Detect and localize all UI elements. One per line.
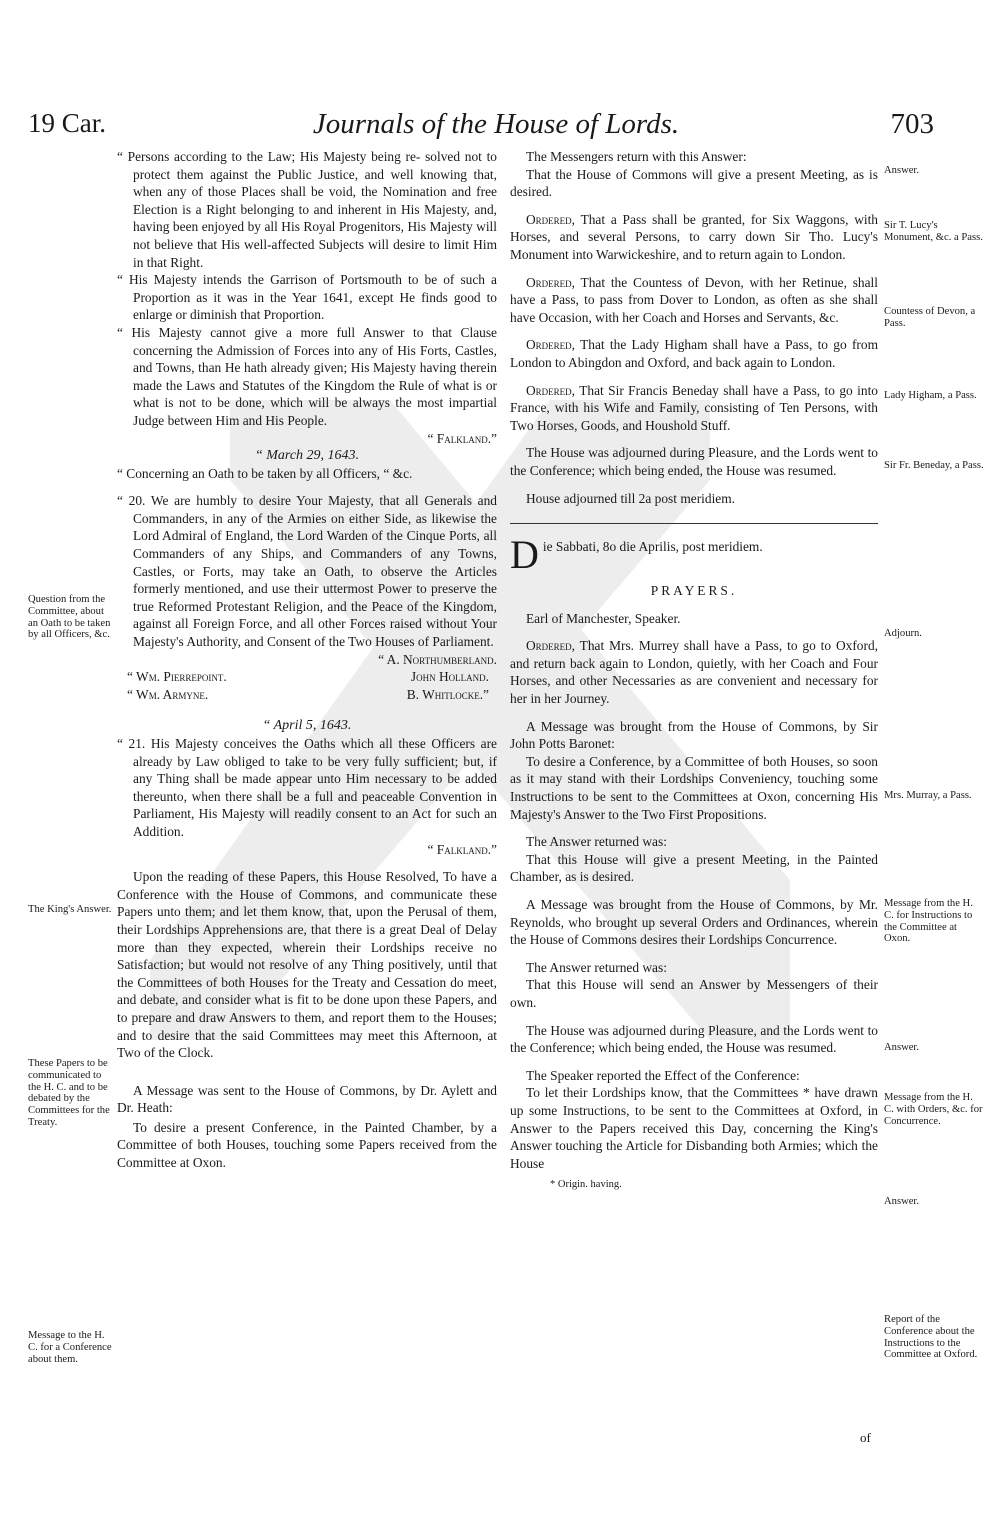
- paragraph: The Speaker reported the Effect of the Conference:: [526, 1067, 800, 1083]
- paragraph: To desire a present Conference, in the Painted Chamber, by a Committee of both Houses, touching some Papers received from the Committee at Oxon.: [117, 1119, 497, 1171]
- catchword: of: [860, 1430, 871, 1445]
- paragraph: “ Concerning an Oath to be taken by all Officers, “ &c.: [117, 465, 413, 481]
- section-divider: [510, 523, 878, 524]
- signature: “ Wm. Pierrepoint.: [127, 669, 227, 685]
- paragraph: That this House will send an Answer by Messengers of their own.: [510, 977, 878, 1010]
- drop-cap: D: [510, 532, 539, 578]
- paragraph: To let their Lordships know, that the Committees * have drawn up some Instructions, to be sent to the Committees at Oxford, in Answer to the Papers received this Day, concerning the King's Answer touching the Article for Disbanding both Armies; which the House: [510, 1085, 878, 1171]
- date-heading: “ March 29, 1643.: [254, 448, 360, 464]
- paragraph: “ His Majesty cannot give a more full Answer to that Clause concerning the Admission of Forces into any of His Forts, Castles, and Towns, than He hath already given; His Majesty having therein made the Laws and Statutes of the Kingdom the Rule of what is or what is not to be done, which will be always the most impartial Judge between Him and His People.: [117, 324, 497, 428]
- order-paragraph: [510, 336, 878, 371]
- paragraph: The House was adjourned during Pleasure, and the Lords went to the Conference; which being ended, the House was resumed.: [510, 1022, 878, 1056]
- paragraph: That the House of Commons will give a present Meeting, as is desired.: [510, 166, 878, 200]
- speaker-line: Earl of Manchester, Speaker.: [526, 610, 681, 626]
- margin-note: Message from the H. C. with Orders, &c. for Concurrence.: [884, 1092, 983, 1127]
- margin-note: Lady Higham, a Pass.: [884, 390, 977, 401]
- paragraph: “ 21. His Majesty conceives the Oaths which all these Officers are already by Law obliged to take to be very fully sufficient; but, if any Thing shall be made appear unto Him necessary to be added thereunto, when there shall be a full and peaceable Convention in Parliament, His Majesty will readily consent to an Act for such an Addition.: [117, 736, 497, 839]
- ordered-label: Ordered,: [526, 638, 576, 654]
- date-heading: “ April 5, 1643.: [262, 718, 352, 734]
- signature-row: [117, 668, 497, 686]
- margin-note: Message from the H. C. for Instructions to the Committee at Oxon.: [884, 898, 973, 945]
- order-paragraph: [510, 382, 878, 435]
- signature: John Holland.: [410, 669, 489, 685]
- paragraph: Upon the reading of these Papers, this House Resolved, To have a Conference with the House of Commons, and communicate these Papers unto them; and let them know, that, upon the Perusal of them, their Lordships Apprehensions are, that there is a great Deal of Delay more than they expected, wherein their Lordships receive no Satisfaction; but would not resolve of any Thing positively, until that the Committees of both Houses for the Treaty and Cessation do meet, and debate, and consider what is fit to be done upon these Papers, and to prepare and draw Answers to them, and report them to the Houses; and to desire that the said Committees may meet this Afternoon, at Two of the Clock.: [117, 869, 497, 1061]
- signature: B. Whitlocke.”: [406, 686, 489, 702]
- ordered-label: Ordered,: [526, 211, 576, 227]
- margin-note: Sir T. Lucy's Monument, &c. a Pass.: [884, 220, 983, 243]
- margin-note: Question from the Committee, about an Oath to be taken by all Officers, &c.: [28, 594, 111, 641]
- paragraph: A Message was brought from the House of Commons, by Sir John Potts Baronet:: [510, 718, 878, 752]
- margin-note: Sir Fr. Beneday, a Pass.: [884, 460, 984, 471]
- paragraph: A Message was brought from the House of Commons, by Mr. Reynolds, who brought up several Orders and Ordinances, wherein the House of Commons desires their Lordships Concurrence.: [510, 897, 878, 948]
- prayers-heading: PRAYERS.: [650, 583, 738, 599]
- margin-note: These Papers to be communicated to the H. C. and to be debated by the Committees for the Treaty.: [28, 1058, 110, 1128]
- paragraph: A Message was sent to the House of Commons, by Dr. Aylett and Dr. Heath:: [117, 1082, 497, 1116]
- signature: “ Falkland.”: [427, 841, 497, 857]
- order-text: That a Pass shall be granted, for Six Waggons, with Horses, and several Persons, to carry down Sir Tho. Lucy's Monument into Warwickeshire, and to return again to London.: [510, 211, 879, 262]
- margin-note: Answer.: [884, 1196, 920, 1207]
- margin-note: Answer.: [884, 165, 920, 176]
- order-paragraph: [510, 637, 878, 707]
- paragraph: To desire a Conference, by a Committee of both Houses, so soon as it may stand with their Lordships Conveniency, touching some Instructions to be sent to the Committees at Oxon, concerning His Majesty's Answer to the Two First Propositions.: [510, 753, 878, 822]
- order-text: That the Lady Higham shall have a Pass, to go from London to Abingdon and Oxford, and back again to London.: [510, 337, 878, 370]
- paragraph: The Messengers return with this Answer:: [526, 149, 747, 164]
- order-paragraph: [510, 274, 878, 327]
- page-title: Journals of the House of Lords.: [312, 108, 680, 140]
- paragraph: “ 20. We are humbly to desire Your Majesty, that all Generals and Commanders, in any of the Armies on either Side, as likewise the Lord Admiral of England, the Lord Warden of the Cinque Ports, all Commanders of any Ships, and Commanders of any Towns, Castles, or Forts, may take an Oath, to observe the Articles formerly mentioned, and use their uttermost Power to preserve the true Reformed Protestant Religion, and the Peace of the Kingdom, against all Foreign Force, and all other Forces raised without Your Majesty's Authority, and Consent of the Two Houses of Parliament.: [117, 493, 497, 650]
- margin-note: Mrs. Murray, a Pass.: [884, 790, 972, 801]
- order-paragraph: [510, 211, 878, 264]
- order-text: That Mrs. Murrey shall have a Pass, to go to Oxford, and return back again to London, quietly, with her Coach and Four Horses, and other Necessaries as are convenient and necessary for her in her Journey.: [510, 638, 878, 707]
- ordered-label: Ordered,: [526, 274, 576, 290]
- margin-note: The King's Answer.: [28, 904, 112, 915]
- paragraph: The Answer returned was:: [526, 834, 667, 850]
- order-text: That Sir Francis Beneday shall have a Pass, to go into France, with his Wife and Family, consisting of Ten Persons, with Two Horses, Goods, and Houshold Stuff.: [510, 382, 878, 433]
- margin-note: Answer.: [884, 1042, 920, 1053]
- paragraph: The Answer returned was:: [526, 959, 667, 975]
- signature: “ Wm. Armyne.: [127, 686, 209, 702]
- column-left: [117, 148, 497, 1182]
- paragraph: The House was adjourned during Pleasure, and the Lords went to the Conference; which being ended, the House was resumed.: [510, 445, 878, 478]
- signature: “ A. Northumberland.: [378, 651, 497, 667]
- day-heading-text: ie Sabbati, 8o die Aprilis, post meridiem.: [542, 539, 763, 555]
- signature-row: [117, 686, 497, 704]
- ordered-label: Ordered,: [526, 382, 576, 398]
- ordered-label: Ordered,: [526, 337, 576, 353]
- paragraph: “ Persons according to the Law; His Majesty being re- solved not to protect them against the Public Justice, and well knowing that, when any of those Places shall be void, the Nomination and free Election is a Right belonging to and inherent in His Majesty, and, having been enjoyed by all His Royal Progenitors, His Majesty will not believe that His well-affected Subjects will desire to limit Him in that Right.: [117, 149, 497, 270]
- margin-note: Message to the H. C. for a Conference about them.: [28, 1330, 112, 1365]
- footnote: * Origin. having.: [550, 1179, 622, 1191]
- margin-note: Report of the Conference about the Instructions to the Committee at Oxford.: [884, 1314, 978, 1361]
- page-number: 703: [890, 108, 934, 140]
- margin-note: Countess of Devon, a Pass.: [884, 306, 976, 329]
- order-text: That the Countess of Devon, with her Retinue, shall have a Pass, to pass from Dover to London, as often as she shall have Occasion, with her Coach and Horses and Servants, &c.: [510, 274, 878, 325]
- signature: “ Falkland.”: [427, 430, 497, 446]
- paragraph: House adjourned till 2a post meridiem.: [526, 490, 735, 506]
- margin-note: Adjourn.: [884, 628, 922, 639]
- page-header: [0, 108, 992, 148]
- regnal-year: 19 Car.: [28, 108, 106, 138]
- paragraph: That this House will give a present Meeting, in the Painted Chamber, as is desired.: [510, 851, 878, 885]
- day-heading: [510, 532, 878, 578]
- column-right: [510, 148, 878, 1194]
- paragraph: “ His Majesty intends the Garrison of Portsmouth to be of such a Proportion as it was in the Year 1641, except He finds good to enlarge or diminish that Proportion.: [117, 272, 497, 323]
